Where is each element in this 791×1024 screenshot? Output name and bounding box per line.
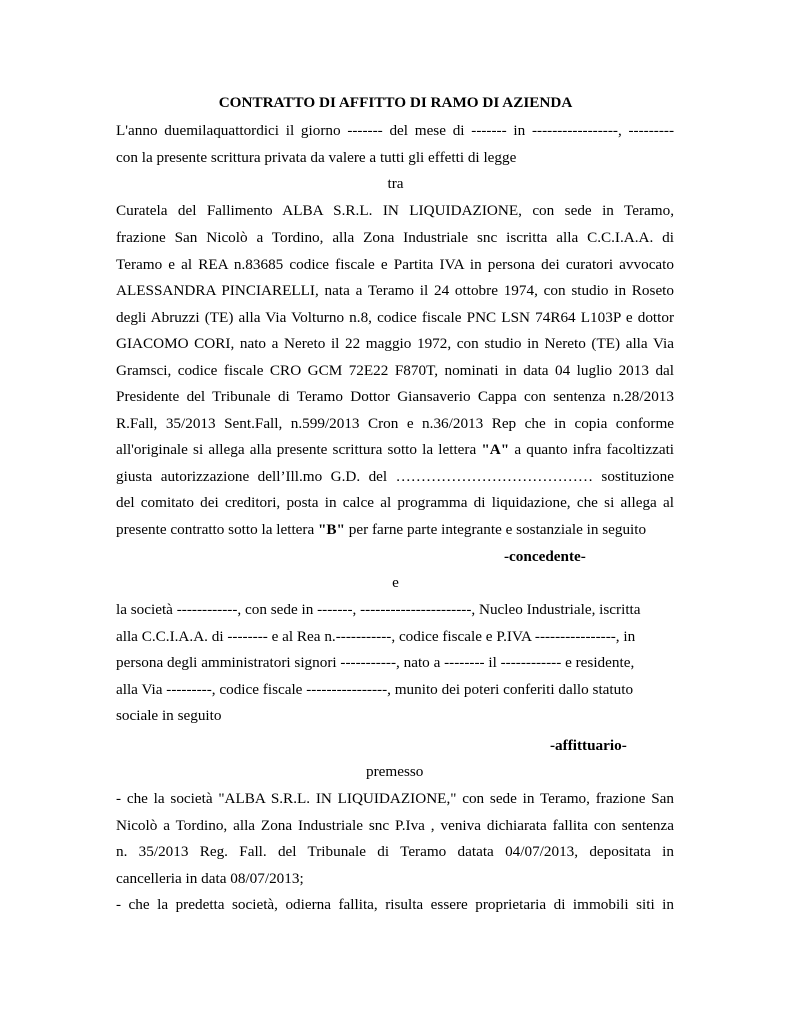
party1-line-13-start: presente contratto sotto la lettera — [116, 521, 318, 538]
intro-line-1: L'anno duemilaquattordici il giorno ------- del mese di ------- in -----------------, --------- — [116, 122, 674, 139]
premessa-line-5: - che la predetta società, odierna fallita, risulta essere proprietaria di immobili siti in — [116, 896, 674, 913]
party2-line-1: la società ------------, con sede in -------, ----------------------, Nucleo Industriale, iscritta — [116, 601, 641, 618]
party1-line-11: giusta autorizzazione dell’Ill.mo G.D. del ………………………………… sostituzione — [116, 468, 674, 485]
premessa-line-4: cancelleria in data 08/07/2013; — [116, 870, 304, 887]
party1-line-13-end: per farne parte integrante e sostanziale in seguito — [345, 521, 647, 538]
intro-line-2: con la presente scrittura privata da valere a tutti gli effetti di legge — [116, 149, 517, 166]
attachment-a-label: "A" — [481, 441, 510, 458]
party2-line-5: sociale in seguito — [116, 707, 222, 724]
party1-line-7: Gramsci, codice fiscale CRO GCM 72E22 F870T, nominati in data 04 luglio 2013 dal — [116, 362, 674, 379]
party1-line-4: ALESSANDRA PINCIARELLI, nata a Teramo il 24 ottobre 1974, con studio in Roseto — [116, 282, 674, 299]
premessa-line-3: n. 35/2013 Reg. Fall. del Tribunale di Teramo datata 04/07/2013, depositata in — [116, 843, 674, 860]
party2-line-4: alla Via ---------, codice fiscale ----------------, munito dei poteri conferiti dallo statuto — [116, 681, 634, 698]
party1-line-8: Presidente del Tribunale di Teramo Dottor Giansaverio Cappa con sentenza n.28/2013 — [116, 388, 674, 405]
premessa-line-1: - che la società "ALBA S.R.L. IN LIQUIDAZIONE," con sede in Teramo, frazione San — [116, 790, 674, 807]
party2-line-2: alla C.C.I.A.A. di -------- e al Rea n.-----------, codice fiscale e P.IVA ----------------, in — [116, 628, 636, 645]
party1-line-12: del comitato dei creditori, posta in calce al programma di liquidazione, che si allega al — [116, 494, 674, 511]
e-label: e — [392, 574, 399, 591]
document-title: CONTRATTO DI AFFITTO DI RAMO DI AZIENDA — [218, 94, 573, 111]
party1-line-13 — [116, 521, 674, 539]
tra-label: tra — [387, 175, 404, 192]
party1-line-9: R.Fall, 35/2013 Sent.Fall, n.599/2013 Cron e n.36/2013 Rep che in copia conforme — [116, 415, 674, 432]
party1-line-5: degli Abruzzi (TE) alla Via Volturno n.8, codice fiscale PNC LSN 74R64 L103P e dottor — [116, 309, 674, 326]
party2-line-3: persona degli amministratori signori -----------, nato a -------- il ------------ e residente, — [116, 654, 635, 671]
party1-line-1: Curatela del Fallimento ALBA S.R.L. IN LIQUIDAZIONE, con sede in Teramo, — [116, 202, 674, 219]
premesso-label: premesso — [366, 763, 424, 780]
party1-line-2: frazione San Nicolò a Tordino, alla Zona Industriale snc iscritta alla C.C.I.A.A. di — [116, 229, 674, 246]
concedente-label: -concedente- — [504, 548, 586, 565]
premessa-line-2: Nicolò a Tordino, alla Zona Industriale snc P.Iva , veniva dichiarata fallita con sentenza — [116, 817, 674, 834]
attachment-b-label: "B" — [318, 521, 345, 538]
party1-line-10-start: all'originale si allega alla presente scrittura sotto la lettera — [116, 441, 482, 458]
party1-line-6: GIACOMO CORI, nato a Nereto il 22 maggio 1972, con studio in Nereto (TE) alla Via — [116, 335, 674, 352]
party1-line-10 — [116, 441, 674, 459]
party1-line-10-end: a quanto infra facoltizzati — [509, 441, 674, 458]
affittuario-label: -affittuario- — [550, 737, 627, 754]
party1-line-3: Teramo e al REA n.83685 codice fiscale e Partita IVA in persona dei curatori avvocato — [116, 256, 674, 273]
